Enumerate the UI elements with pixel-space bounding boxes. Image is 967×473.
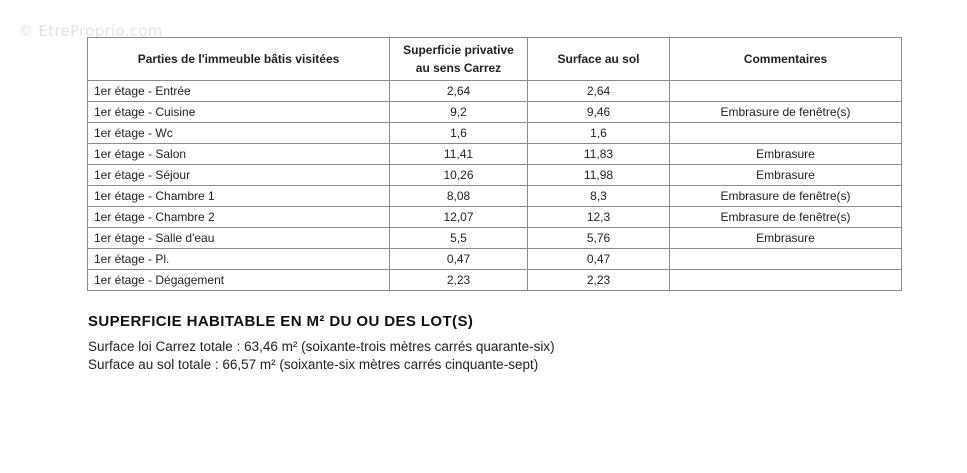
table-row [88,144,902,165]
table-row [88,123,902,144]
cell-partie: 1er étage - Séjour [88,165,390,186]
cell-carrez: 2,64 [390,81,528,102]
table-row [88,102,902,123]
watermark-text: © EtreProprio.com [18,22,163,40]
cell-carrez: 10,26 [390,165,528,186]
cell-commentaire [670,249,902,270]
cell-carrez: 9,2 [390,102,528,123]
summary-title: SUPERFICIE HABITABLE EN M² DU OU DES LOT(S) [88,313,474,330]
cell-carrez: 8,08 [390,186,528,207]
header-parties: Parties de l'immeuble bâtis visitées [88,38,390,81]
cell-partie: 1er étage - Chambre 2 [88,207,390,228]
summary-carrez-total: Surface loi Carrez totale : 63,46 m² (soixante-trois mètres carrés quarante-six) [88,339,555,354]
cell-partie: 1er étage - Cuisine [88,102,390,123]
cell-commentaire: Embrasure de fenêtre(s) [670,186,902,207]
table-row [88,207,902,228]
surfaces-table [87,37,902,291]
cell-partie: 1er étage - Salon [88,144,390,165]
summary-sol-total: Surface au sol totale : 66,57 m² (soixante-six mètres carrés cinquante-sept) [88,357,539,372]
table-row [88,165,902,186]
cell-commentaire: Embrasure [670,165,902,186]
table-row [88,270,902,291]
cell-partie: 1er étage - Wc [88,123,390,144]
cell-partie: 1er étage - Dégagement [88,270,390,291]
cell-partie: 1er étage - Salle d'eau [88,228,390,249]
cell-carrez: 0,47 [390,249,528,270]
cell-sol: 11,83 [528,144,670,165]
cell-partie: 1er étage - Pl. [88,249,390,270]
cell-sol: 5,76 [528,228,670,249]
cell-carrez: 5,5 [390,228,528,249]
cell-sol: 9,46 [528,102,670,123]
cell-carrez: 2,23 [390,270,528,291]
header-surface-sol: Surface au sol [528,38,670,81]
header-commentaires: Commentaires [670,38,902,81]
cell-sol: 2,23 [528,270,670,291]
cell-carrez: 11,41 [390,144,528,165]
cell-partie: 1er étage - Entrée [88,81,390,102]
cell-commentaire: Embrasure de fenêtre(s) [670,102,902,123]
cell-sol: 2,64 [528,81,670,102]
table-row [88,81,902,102]
table-row [88,228,902,249]
cell-commentaire [670,81,902,102]
table-row [88,186,902,207]
cell-partie: 1er étage - Chambre 1 [88,186,390,207]
cell-commentaire: Embrasure [670,228,902,249]
cell-commentaire: Embrasure de fenêtre(s) [670,207,902,228]
table-row [88,249,902,270]
cell-sol: 12,3 [528,207,670,228]
cell-carrez: 12,07 [390,207,528,228]
header-carrez: Superficie privative au sens Carrez [390,38,528,81]
cell-sol: 11,98 [528,165,670,186]
cell-commentaire: Embrasure [670,144,902,165]
cell-sol: 1,6 [528,123,670,144]
table-header-row [88,38,902,81]
cell-commentaire [670,270,902,291]
cell-sol: 0,47 [528,249,670,270]
cell-commentaire [670,123,902,144]
cell-sol: 8,3 [528,186,670,207]
cell-carrez: 1,6 [390,123,528,144]
